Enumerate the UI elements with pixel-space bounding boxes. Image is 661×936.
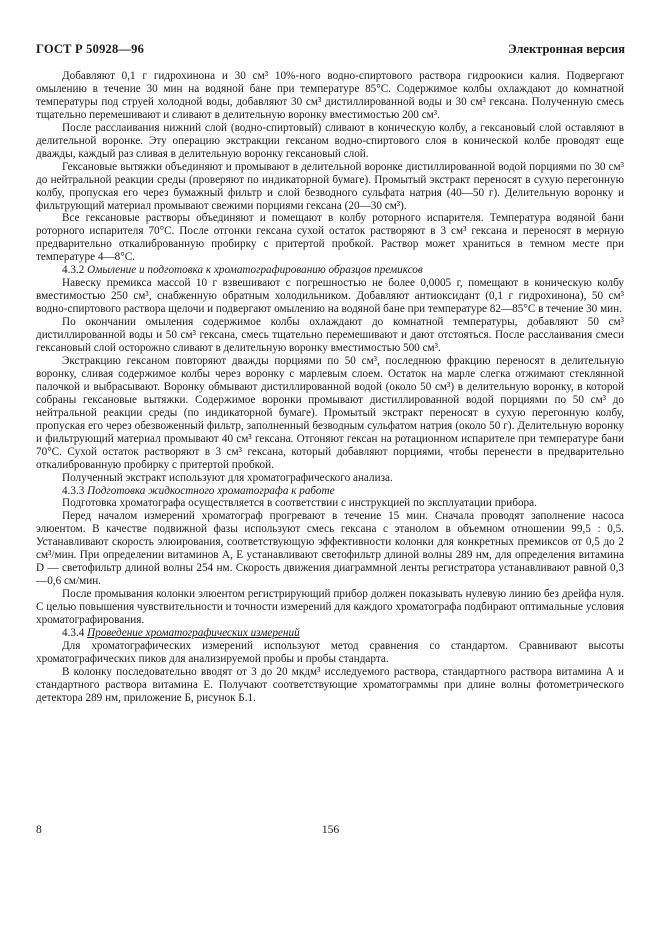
page-number-local: 8 xyxy=(36,824,42,836)
paragraph: После промывания колонки элюентом регистрирующий прибор должен показывать нулевую линию без дрейфа нуля. С целью повышения чувствительности и точности измерений для каждого хроматографа подбирают оптимальные условия хроматографирования. xyxy=(36,588,624,627)
version-label: Электронная версия xyxy=(508,42,625,56)
paragraph: Экстракцию гексаном повторяют дважды порциями по 50 см³, последнюю фракцию переносят в делительную воронку, сливая содержимое колбы через воронку с марлевым слоем. Остаток на марле слегка отжимают стеклянной палочкой и выбрасывают. Воронку обмывают дистиллированной водой (около 50 см³) в делительную воронку, в которой собраны гексановые вытяжки. Содержимое воронки промывают дистиллированной водой порциями по 50 см³ до нейтральной реакции среды (по индикаторной бумаге). Промытый экстракт переносят в сухую перегонную колбу, пропуская его через обезвоженный фильтр, заполненный безводным сульфатом натрия (около 50 г). Делительную воронку и фильтрующий материал промывают 40 см³ гексана. Отгоняют гексан на ротационном испарителе при температуре бани 70°С. Сухой остаток растворяют в 3 см³ гексана, который добавляют порциями, чтобы перенести в предварительно откалиброванную пробирку с притертой пробкой. xyxy=(36,354,624,471)
section-heading-4-3-3 xyxy=(36,485,624,498)
page-number-global: 156 xyxy=(321,824,340,836)
paragraph: Перед началом измерений хроматограф прогревают в течение 15 мин. Сначала проводят заполнение насоса элюентом. В качестве подвижной фазы используют смесь гексана с этанолом в объемном отношении 99,5 : 0,5. Устанавливают скорость элюирования, соответствующую эффективности колонки для конкретных премиксов от 0,5 до 2 см³/мин. При определении витаминов А, Е устанавливают светофильтр длиной волны 289 нм, для определения витамина D — светофильтр длиной волны 254 нм. Скорость движения диаграммной ленты регистратора устанавливают равной 0,3—0,6 см/мин. xyxy=(36,510,624,588)
paragraph: Подготовка хроматографа осуществляется в соответствии с инструкцией по эксплуатации прибора. xyxy=(62,497,537,510)
paragraph: Полученный экстракт используют для хроматографического анализа. xyxy=(62,471,393,484)
section-number: 4.3.2 xyxy=(62,264,85,277)
section-heading-4-3-2 xyxy=(36,264,624,277)
standard-number: ГОСТ Р 50928—96 xyxy=(36,42,145,56)
section-title: Подготовка жидкостного хроматографа к работе xyxy=(87,484,335,497)
paragraph: Для хроматографических измерений используют метод сравнения со стандартом. Сравнивают высоты хроматографических пиков для анализируемой пробы и пробы стандарта. xyxy=(36,639,624,665)
paragraph: Навеску премикса массой 10 г взвешивают с погрешностью не более 0,0005 г, помещают в коническую колбу вместимостью 250 см³, снабженную обратным холодильником. Добавляют антиоксидант (0,1 г гидрохинона), 50 см³ водно-спиртового раствора щелочи и подвергают омылению на водяной бане при температуре 82—85°С в течение 30 мин. xyxy=(36,277,624,316)
section-title: Омыление и подготовка к хроматографированию образцов премиксов xyxy=(87,264,423,277)
section-heading-4-3-4 xyxy=(36,627,624,640)
paragraph: Гексановые вытяжки объединяют и промывают в делительной воронке дистиллированной водой порциями по 30 см³ до нейтральной реакции среды (проверяют по индикаторной бумаге). Промытый экстракт переносят в сухую перегонную колбу, пропуская его через бумажный фильтр и слой безводного сульфата натрия (40—50 г). Делительную воронку и фильтрующий материал промывают свежими порциями гексана (20—30 см³). xyxy=(36,160,624,212)
paragraph: Добавляют 0,1 г гидрохинона и 30 см³ 10%-ного водно-спиртового раствора гидроокиси калия. Подвергают омылению в течение 30 мин на водяной бане при температуре 85°С. Содержимое колбы охлаждают до комнатной температуры под струей холодной воды, добавляют 30 см³ дистиллированной воды и 30 см³ гексана. Полученную смесь тщательно перемешивают и сливают в делительную воронку вместимостью 200 см³. xyxy=(36,70,624,121)
document-body xyxy=(36,70,624,705)
paragraph: После расслаивания нижний слой (водно-спиртовый) сливают в коническую колбу, а гексановый слой оставляют в делительной воронке. Эту операцию экстракции гексаном водно-спиртового слоя в конической колбе проводят еще дважды, каждый раз сливая в делительную воронку гексановый слой. xyxy=(36,121,624,160)
section-number: 4.3.4 xyxy=(62,626,85,639)
section-title: Проведение хроматографических измерений xyxy=(87,626,300,639)
paragraph: В колонку последовательно вводят от 3 до 20 мкдм³ исследуемого раствора, стандартного раствора витамина А и стандартного раствора витамина Е. Получают соответствующие хроматограммы при длине волны фотометрического детектора 289 нм, приложение Б, рисунок Б.1. xyxy=(36,665,624,704)
paragraph: По окончании омыления содержимое колбы охлаждают до комнатной температуры, добавляют 50 см³ дистиллированной воды и 50 см³ гексана, смесь тщательно перемешивают и дают отстояться. После расслаивания смеси гексановый слой осторожно сливают в делительную воронку вместимостью 500 см³. xyxy=(36,316,624,355)
paragraph: Все гексановые растворы объединяют и помещают в колбу роторного испарителя. Температура водяной бани роторного испарителя 70°С. После отгонки гексана сухой остаток растворяют в 3 см³ гексана и переносят в мерную предварительно откалиброванную пробирку с притертой пробкой. Раствор может храниться в темном месте при температуре 4—8°С. xyxy=(36,212,624,264)
section-number: 4.3.3 xyxy=(62,484,85,497)
